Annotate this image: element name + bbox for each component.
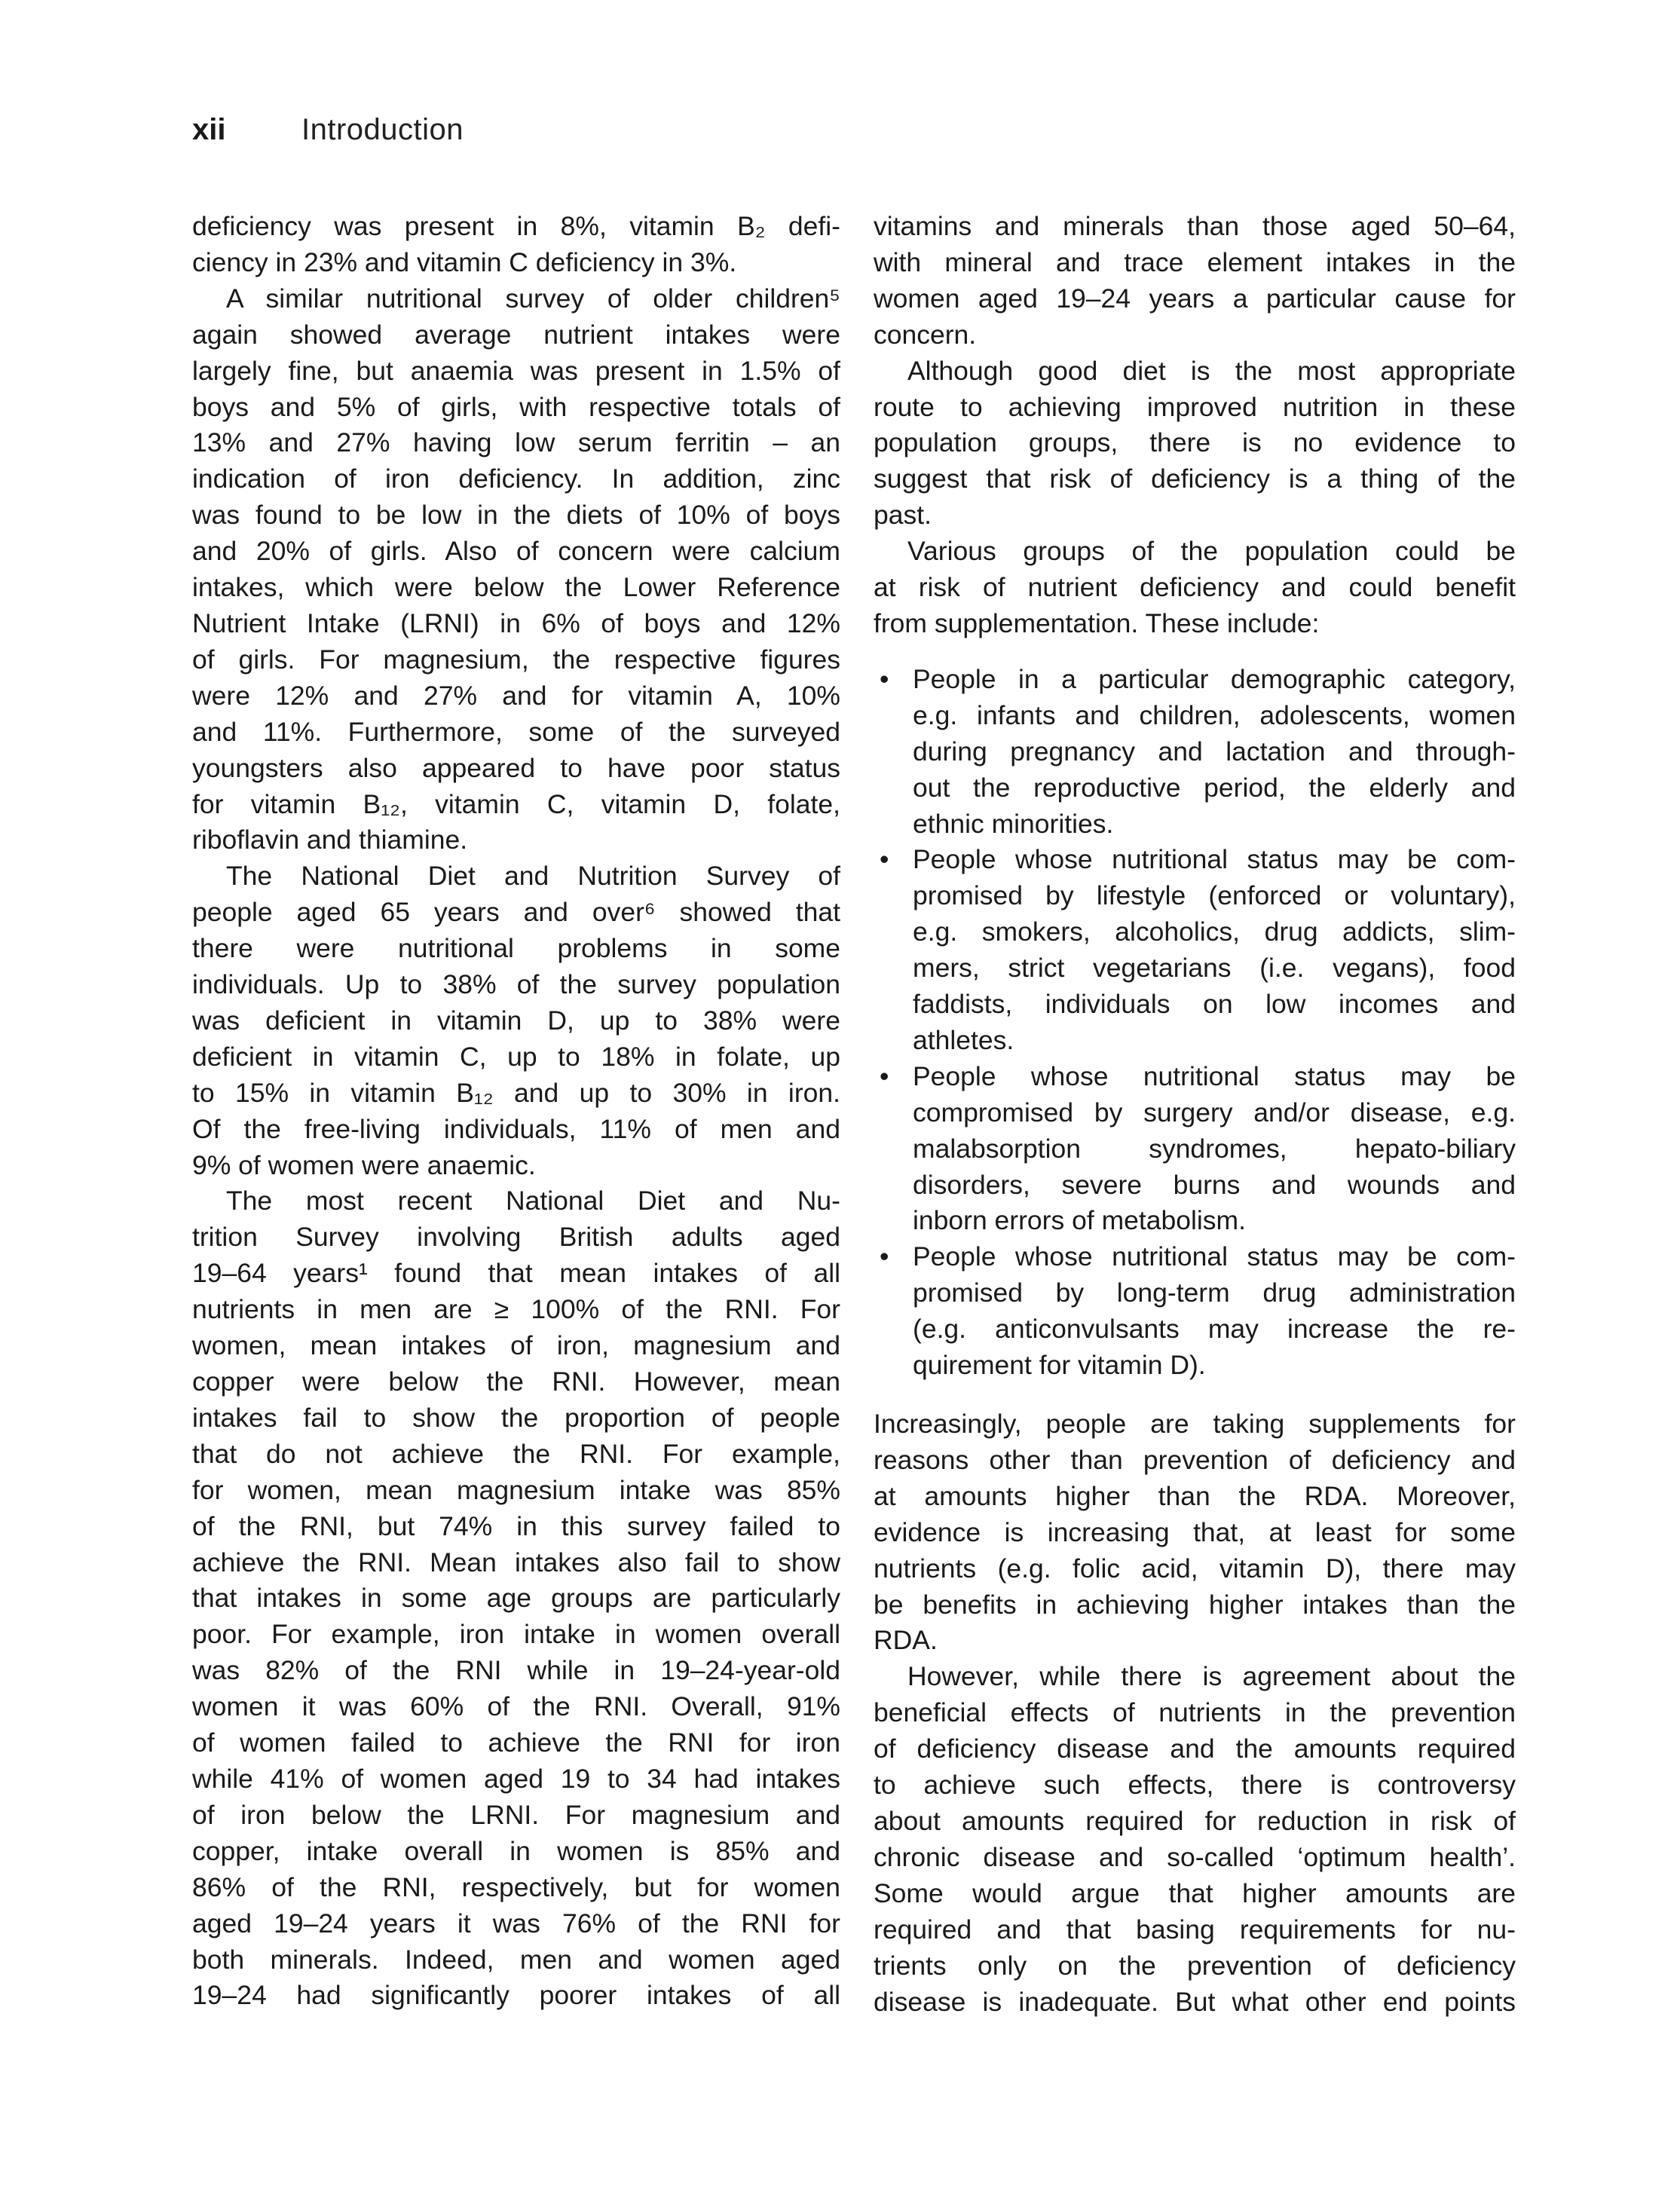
text-line: boys and 5% of girls, with respective totals of [192,391,840,422]
text-line: at risk of nutrient deficiency and could benefit [874,572,1516,603]
text-line: poor. For example, iron intake in women overall [192,1619,840,1650]
text-line: e.g. infants and children, adolescents, women [913,699,1516,730]
text-line: of deficiency disease and the amounts required [874,1734,1516,1764]
text-line: deficiency was present in 8%, vitamin B₂ defi- [192,211,840,241]
text-line: again showed average nutrient intakes were [192,319,840,350]
text-line: Increasingly, people are taking supplements for [874,1409,1516,1439]
bullet-item [874,1239,1516,1384]
text-line: Of the free-living individuals, 11% of men and [192,1113,840,1144]
text-line: 13% and 27% having low serum ferritin – an [192,427,840,458]
bullet-item [874,1059,1516,1240]
paragraph [874,534,1516,642]
text-line: of iron below the LRNI. For magnesium and [192,1799,840,1830]
text-line: faddists, individuals on low incomes and [913,989,1516,1020]
text-line: at amounts higher than the RDA. Moreover, [874,1480,1516,1511]
text-line: evidence is increasing that, at least for some [874,1516,1516,1547]
text-line: nutrients in men are ≥ 100% of the RNI. For [192,1294,840,1325]
text-line: of the RNI, but 74% in this survey failed to [192,1510,840,1541]
text-line: ethnic minorities. [913,808,1114,839]
paragraphs-after-list [874,1406,1516,2020]
text-line: that intakes in some age groups are particularly [192,1583,840,1614]
paragraph [192,1183,840,2014]
text-line: women it was 60% of the RNI. Overall, 91% [192,1691,840,1722]
text-line: deficient in vitamin C, up to 18% in folate, up [192,1041,840,1072]
text-line: People in a particular demographic category, [913,663,1516,694]
bullet-item [874,662,1516,843]
page-number: xii [192,113,226,146]
text-line: People whose nutritional status may be [913,1060,1516,1091]
text-line: 19–24 had significantly poorer intakes of all [192,1980,840,2011]
text-line: was found to be low in the diets of 10% of boys [192,500,840,531]
paragraph [192,281,840,859]
text-line: for vitamin B₁₂, vitamin C, vitamin D, folate, [192,788,840,819]
text-line: women, mean intakes of iron, magnesium and [192,1330,840,1361]
bullet-item [874,842,1516,1058]
text-line: was 82% of the RNI while in 19–24-year-old [192,1655,840,1686]
text-line: 19–64 years¹ found that mean intakes of all [192,1258,840,1289]
text-line: Although good diet is the most appropriate [907,355,1516,386]
text-line: aged 19–24 years it was 76% of the RNI for [192,1908,840,1939]
risk-groups-list [874,662,1516,1384]
text-line: nutrients (e.g. folic acid, vitamin D), there may [874,1553,1516,1584]
text-line: athletes. [913,1024,1014,1055]
text-line: out the reproductive period, the elderly and [913,772,1516,803]
text-line: of women failed to achieve the RNI for iron [192,1727,840,1758]
text-line: quirement for vitamin D). [913,1350,1206,1381]
bullet-icon: • [880,1241,889,1272]
text-line: route to achieving improved nutrition in these [874,391,1516,422]
text-line: A similar nutritional survey of older children⁵ [226,283,840,314]
text-line: indication of iron deficiency. In addition, zinc [192,464,840,494]
text-line: while 41% of women aged 19 to 34 had intakes [192,1763,840,1794]
text-line: suggest that risk of deficiency is a thing of the [874,464,1516,494]
paragraph [874,1659,1516,2020]
text-line: 86% of the RNI, respectively, but for women [192,1871,840,1902]
text-line: of girls. For magnesium, the respective figures [192,644,840,675]
text-line: to achieve such effects, there is controversy [874,1770,1516,1801]
text-line: intakes, which were below the Lower Reference [192,572,840,603]
text-line: ciency in 23% and vitamin C deficiency in 3%. [192,246,737,277]
text-line: there were nutritional problems in some [192,933,840,964]
text-line: during pregnancy and lactation and through- [913,736,1516,767]
text-line: with mineral and trace element intakes in the [874,246,1516,277]
text-line: concern. [874,319,977,350]
paragraphs-before-list [874,209,1516,642]
text-line: youngsters also appeared to have poor status [192,752,840,783]
right-column [874,209,1516,2020]
text-line: and 11%. Furthermore, some of the surveyed [192,716,840,747]
text-line: people aged 65 years and over⁶ showed that [192,897,840,928]
text-line: trition Survey involving British adults aged [192,1222,840,1253]
paragraph [192,209,840,281]
paragraph [874,353,1516,534]
text-line: 9% of women were anaemic. [192,1149,536,1180]
text-line: vitamins and minerals than those aged 50–64, [874,211,1516,241]
text-line: intakes fail to show the proportion of people [192,1402,840,1433]
running-head [192,107,464,152]
text-line: disorders, severe burns and wounds and [913,1169,1516,1200]
text-line: Various groups of the population could be [907,536,1516,567]
text-line: achieve the RNI. Mean intakes also fail to show [192,1547,840,1577]
text-line: RDA. [874,1625,938,1656]
text-line: (e.g. anticonvulsants may increase the re- [913,1314,1516,1345]
text-line: Nutrient Intake (LRNI) in 6% of boys and 12% [192,607,840,638]
text-line: However, while there is agreement about the [907,1661,1516,1692]
text-line: both minerals. Indeed, men and women aged [192,1944,840,1975]
text-line: promised by long-term drug administration [913,1278,1516,1308]
text-line: and 20% of girls. Also of concern were calcium [192,536,840,567]
text-line: required and that basing requirements for nu- [874,1914,1516,1945]
text-line: about amounts required for reduction in risk of [874,1805,1516,1836]
text-line: largely fine, but anaemia was present in 1.5% of [192,355,840,386]
text-line: e.g. smokers, alcoholics, drug addicts, slim- [913,916,1516,947]
left-column [192,209,840,2014]
text-line: past. [874,500,932,531]
text-line: The National Diet and Nutrition Survey of [226,861,840,892]
text-line: chronic disease and so-called ‘optimum health’. [874,1841,1516,1872]
text-line: copper, intake overall in women is 85% and [192,1835,840,1866]
text-line: population groups, there is no evidence to [874,427,1516,458]
text-line: to 15% in vitamin B₁₂ and up to 30% in iron. [192,1077,840,1108]
text-line: malabsorption syndromes, hepato-biliary [913,1133,1516,1164]
paragraph [874,209,1516,353]
text-line: mers, strict vegetarians (i.e. vegans), food [913,953,1516,984]
text-line: People whose nutritional status may be com- [913,844,1516,875]
text-line: copper were below the RNI. However, mean [192,1366,840,1397]
text-line: women aged 19–24 years a particular cause for [874,283,1516,314]
text-line: was deficient in vitamin D, up to 38% were [192,1005,840,1036]
text-line: People whose nutritional status may be com- [913,1241,1516,1272]
text-line: Some would argue that higher amounts are [874,1877,1516,1908]
text-line: compromised by surgery and/or disease, e.g. [913,1097,1516,1128]
section-title: Introduction [301,113,464,146]
text-line: individuals. Up to 38% of the survey population [192,969,840,1000]
text-line: reasons other than prevention of deficiency and [874,1444,1516,1475]
text-line: trients only on the prevention of deficiency [874,1950,1516,1981]
paragraph [874,1406,1516,1659]
text-line: for women, mean magnesium intake was 85% [192,1474,840,1505]
text-line: riboflavin and thiamine. [192,825,468,855]
text-line: inborn errors of metabolism. [913,1205,1246,1236]
text-line: promised by lifestyle (enforced or voluntary), [913,880,1516,911]
bullet-icon: • [880,663,889,694]
text-line: The most recent National Diet and Nu- [226,1186,840,1216]
text-line: be benefits in achieving higher intakes than the [874,1589,1516,1620]
text-line: disease is inadequate. But what other end points [874,1986,1516,2017]
text-line: beneficial effects of nutrients in the prevention [874,1697,1516,1728]
paragraph [192,858,840,1183]
text-line: that do not achieve the RNI. For example, [192,1438,840,1469]
text-line: were 12% and 27% and for vitamin A, 10% [192,680,840,711]
bullet-icon: • [880,1060,889,1091]
bullet-icon: • [880,844,889,875]
text-line: from supplementation. These include: [874,607,1320,638]
